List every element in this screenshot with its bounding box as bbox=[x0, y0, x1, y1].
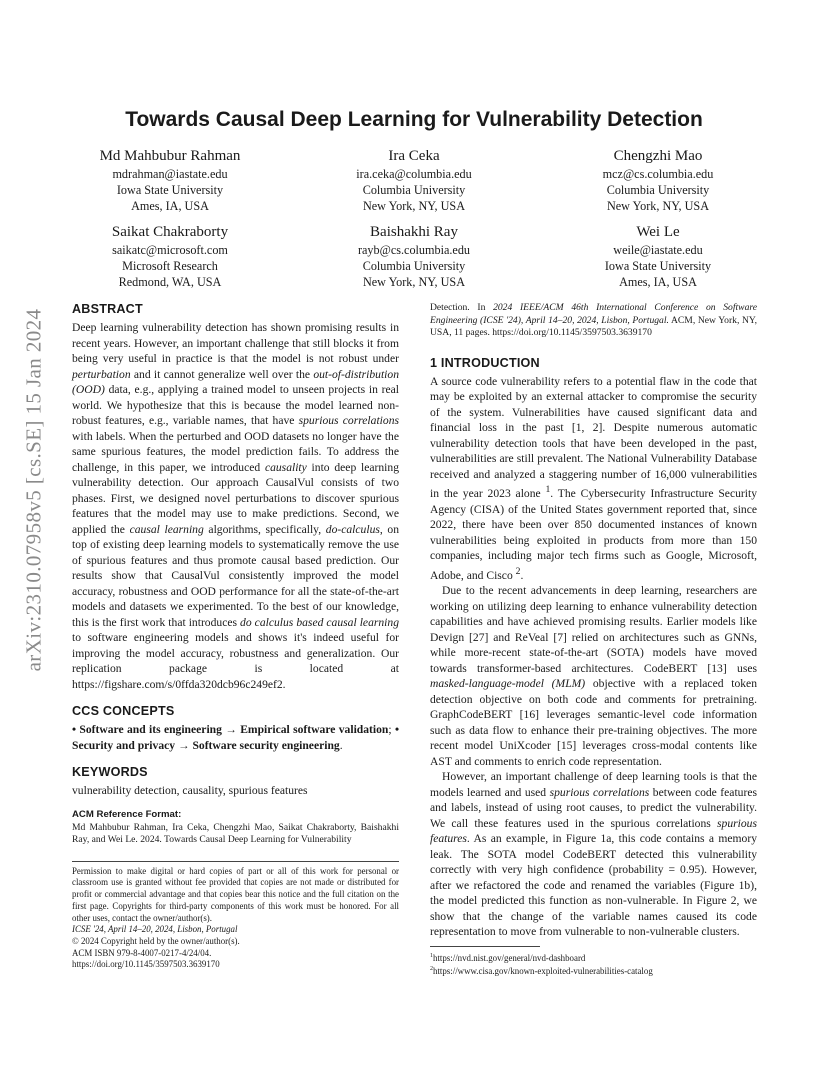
author-name: Md Mahbubur Rahman bbox=[99, 148, 241, 164]
author-name: Saikat Chakraborty bbox=[111, 223, 229, 240]
permission-notice bbox=[72, 861, 399, 971]
isbn-line: ACM ISBN 979-8-4007-0217-4/24/04. bbox=[72, 947, 212, 958]
author bbox=[70, 223, 270, 291]
left-column bbox=[72, 302, 399, 971]
acm-reference-heading: ACM Reference Format: bbox=[72, 808, 182, 820]
author bbox=[314, 223, 514, 291]
right-column bbox=[430, 302, 757, 977]
keywords-heading: KEYWORDS bbox=[72, 765, 148, 779]
author-affiliation: Microsoft Research bbox=[122, 258, 218, 273]
keywords-text: vulnerability detection, causality, spurious features bbox=[72, 784, 308, 797]
footnote: $^1$https://nvd.nist.gov/general/nvd-dashboard bbox=[430, 952, 586, 963]
author-location: New York, NY, USA bbox=[362, 275, 466, 290]
footnote-mark: 2 bbox=[515, 565, 521, 577]
author bbox=[314, 147, 514, 215]
author-email: ira.ceka@columbia.edu bbox=[356, 167, 472, 181]
author-location: New York, NY, USA bbox=[606, 199, 710, 214]
ccs-heading: CCS CONCEPTS bbox=[72, 704, 175, 718]
author bbox=[558, 223, 758, 291]
footnote: $^2$https://www.cisa.gov/known-exploited-vulnerabilities-catalog bbox=[430, 966, 653, 977]
abstract-heading: ABSTRACT bbox=[72, 302, 143, 316]
author-email: mdrahman@iastate.edu bbox=[112, 167, 228, 181]
author bbox=[558, 147, 758, 215]
author-location: Ames, IA, USA bbox=[619, 275, 697, 290]
author-email: saikatc@microsoft.com bbox=[112, 242, 228, 257]
author-row bbox=[70, 223, 758, 291]
author-affiliation: Columbia University bbox=[362, 258, 466, 273]
author-location: New York, NY, USA bbox=[362, 199, 466, 214]
author-block bbox=[70, 147, 758, 298]
footnote-mark: 1 bbox=[545, 484, 551, 496]
arxiv-identifier: arXiv:2310.07958v5 [cs.SE] 15 Jan 2024 bbox=[21, 308, 46, 672]
doi-line: https://doi.org/10.1145/3597503.3639170 bbox=[72, 959, 220, 970]
acm-reference-text: Md Mahbubur Rahman, Ira Ceka, Chengzhi Mao, Saikat Chakraborty, Baishakhi Ray, and Wei Le. 2024. Towards Causal Deep Learning for Vulnerability bbox=[72, 821, 399, 846]
intro-paragraph: A source code vulnerability refers to a potential flaw in the code that may be exploited by an external attacker to compromise the security of the system. Vulnerabilities have caused significant data and financial loss in the past [1, 2]. Despite numerous automatic vulnerability detection tools that have been developed in the past, vulnerabilities are still prevalent. The National Vulnerability Database received and analyzed a staggering number of 16,000 vulnerabilities in the year 2023 alone $^1$. The Cybersecurity Infrastructure Security Agency (CISA) of the United States government reported that, since 2022, there have been over 850 documented instances of known vulnerabilities being exploited in products from more than 150 companies, including major tech firms such as Google, Microsoft, Adobe, and Cisco $^2$. bbox=[430, 374, 757, 582]
ccs-text: • Software and its engineering → Empirical software validation; • Security and privacy → Software security engineering. bbox=[72, 723, 399, 752]
author-email: weile@iastate.edu bbox=[613, 242, 703, 257]
author-name: Ira Ceka bbox=[388, 148, 440, 164]
footnotes bbox=[430, 946, 653, 978]
acm-reference-continued: Detection. In 2024 IEEE/ACM 46th International Conference on Software Engineering (ICSE '24), April 14–20, 2024, Lisbon, Portugal. ACM, New York, NY, USA, 11 pages. https://doi.org/10.1145/3597503.3639170 bbox=[430, 302, 758, 339]
paper-title: Towards Causal Deep Learning for Vulnerability Detection bbox=[125, 108, 703, 131]
intro-paragraph: However, an important challenge of deep learning tools is that the models learned and used spurious correlations between code features and labels, instead of using root causes, to predict the vulnerability. We call these features used in the spurious correlations spurious features. As an example, in Figure 1a, this code contains a memory leak. The SOTA model CodeBERT detected this vulnerability correctly with very high confidence (probability = 0.95). However, after we refactored the code and renamed the variables (Figure 1b), the model predicted this function as non-vulnerable. In Figure 2, we show that the change of the variable names caused its code representation to move from vulnerable to non-vulnerable clusters. bbox=[430, 770, 757, 938]
author-affiliation: Columbia University bbox=[362, 183, 466, 198]
author-name: Baishakhi Ray bbox=[370, 223, 458, 240]
author bbox=[70, 147, 270, 215]
author-email: rayb@cs.columbia.edu bbox=[357, 242, 471, 257]
abstract-text: Deep learning vulnerability detection has shown promising results in recent years. However, an important challenge that still blocks it from being very useful in practice is that the model is not robust under perturbation and it cannot generalize well over the out-of-distribution (OOD) data, e.g., applying a trained model to unseen projects in real world. We hypothesize that this is because the model learned non-robust features, e.g., variable names, that have spurious correlations with labels. When the perturbed and OOD datasets no longer have the same spurious features, the model prediction fails. To address the challenge, in this paper, we introduced causality into deep learning vulnerability detection. Our approach CausalVul consists of two phases. First, we designed novel perturbations to discover spurious features that the model may use to make predictions. Second, we applied the causal learning algorithms, specifically, do-calculus, on top of existing deep learning models to systematically remove the use of spurious features and thus promote causal based prediction. Our results show that CausalVul consistently improved the model accuracy, robustness and OOD performance for all the state-of-the-art models and datasets we experimented. To the best of our knowledge, this is the first work that introduces do calculus based causal learning to software engineering models and shows it's indeed useful for improving the model accuracy, robustness and generalization. Our replication package is located at https://figshare.com/s/0ffda320dcb96c249ef2. bbox=[72, 321, 400, 691]
venue-line: ICSE '24, April 14–20, 2024, Lisbon, Portugal bbox=[72, 924, 238, 935]
introduction-heading: 1 INTRODUCTION bbox=[430, 355, 540, 370]
author-location: Redmond, WA, USA bbox=[118, 275, 222, 290]
author-row bbox=[70, 147, 758, 215]
author-name: Wei Le bbox=[636, 223, 680, 240]
author-affiliation: Iowa State University bbox=[604, 258, 712, 273]
author-name: Chengzhi Mao bbox=[613, 148, 703, 164]
permission-text: Permission to make digital or hard copies of part or all of this work for personal or classroom use is granted without fee provided that copies are not made or distributed for profit or commercial advantage and that copies bear this notice and the full citation on the first page. Copyrights for third-party components of this work must be honored. For all other uses, contact the owner/author(s). bbox=[72, 865, 399, 923]
copyright-line: © 2024 Copyright held by the owner/author(s). bbox=[72, 935, 240, 946]
intro-paragraph: Due to the recent advancements in deep learning, researchers are working on utilizing deep learning to enhance vulnerability detection capabilities and have achieved promising results. Earlier models like Devign [27] and ReVeal [7] relied on architectures such as GNNs, while more-recent state-of-the-art (SOTA) models have moved towards transformer-based architectures. CodeBERT [13] uses masked-language-model (MLM) objective with a replaced token detection objective on both code and comments for pretraining. GraphCodeBERT [16] leverages semantic-level code information such as data flow to enhance their pre-training objectives. The more recent model UniXcoder [15] leverages cross-modal contents like AST and comments to enrich code representation. bbox=[430, 584, 757, 768]
author-location: Ames, IA, USA bbox=[131, 199, 209, 214]
author-email: mcz@cs.columbia.edu bbox=[602, 167, 714, 181]
author-affiliation: Columbia University bbox=[606, 183, 710, 198]
author-affiliation: Iowa State University bbox=[116, 183, 224, 198]
acm-reference bbox=[72, 809, 399, 847]
